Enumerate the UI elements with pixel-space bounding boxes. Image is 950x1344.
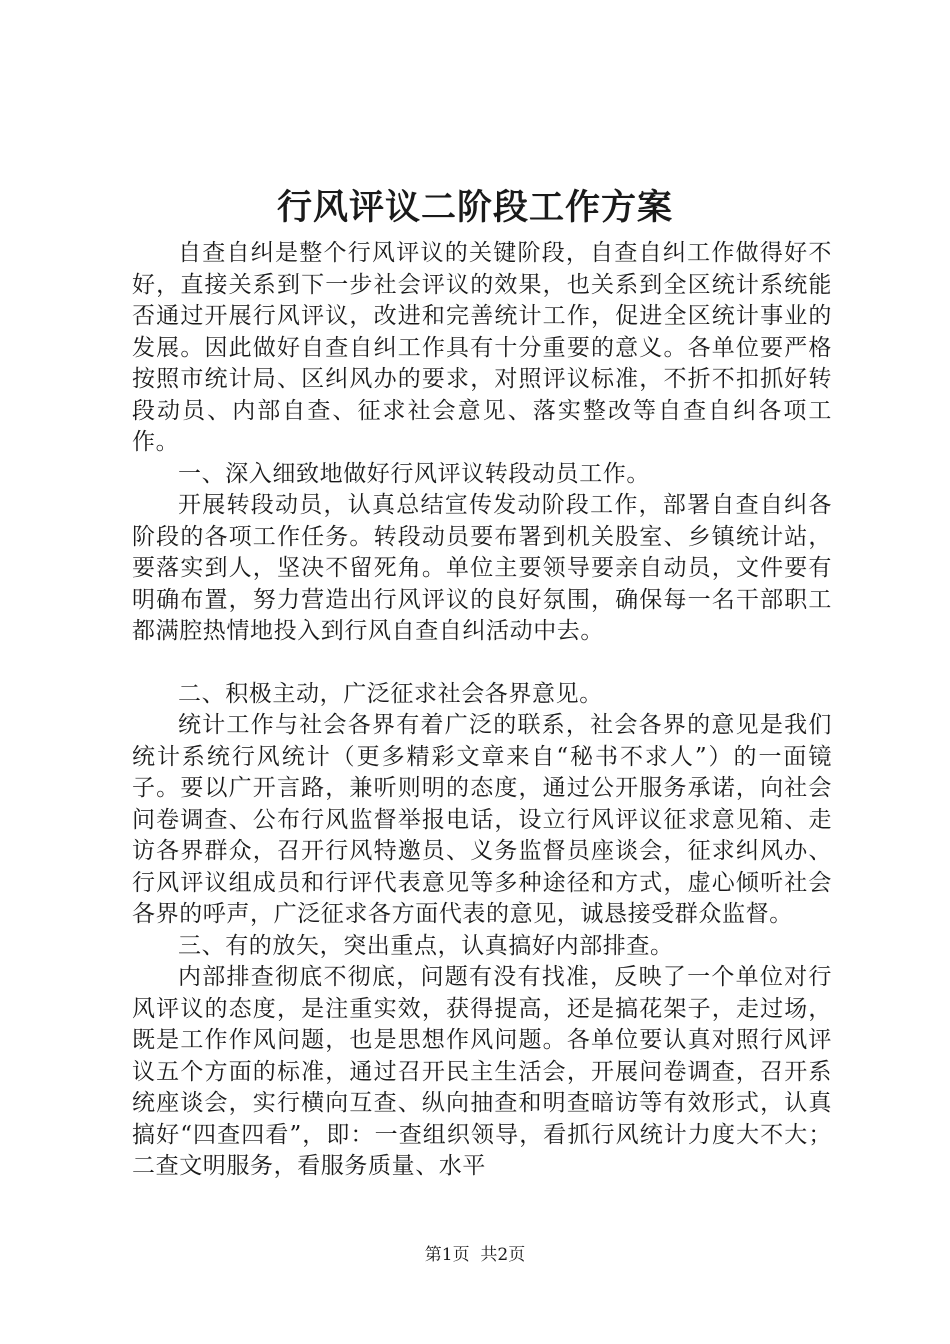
document-title: 行风评议二阶段工作方案 <box>276 187 673 228</box>
section-paragraph-2: 统计工作与社会各界有着广泛的联系，社会各界的意见是我们统计系统行风统计（更多精彩文章来自“秘书不求人”）的一面镜子。要以广开言路，兼听则明的态度，通过公开服务承诺，向社会问卷调查、公布行风监督举报电话，设立行风评议征求意见箱、走访各界群众，召开行风特邀员、义务监督员座谈会，征求纠风办、行风评议组成员和行评代表意见等多种途径和方式，虚心倾听社会各界的呼声，广泛征求各方面代表的意见，诚恳接受群众监督。 <box>132 712 832 927</box>
section-paragraph-3: 内部排查彻底不彻底，问题有没有找准，反映了一个单位对行风评议的态度，是注重实效，获得提高，还是搞花架子，走过场，既是工作作风问题，也是思想作风问题。各单位要认真对照行风评议五个方面的标准，通过召开民主生活会，开展问卷调查，召开系统座谈会，实行横向互查、纵向抽查和明查暗访等有效形式，认真搞好“四查四看”，即：一查组织领导，看抓行风统计力度大不大；二查文明服务，看服务质量、水平 <box>132 964 832 1179</box>
page-number: 第1页 <box>424 1245 470 1265</box>
section-heading-1: 一、深入细致地做好行风评议转段动员工作。 <box>178 460 650 487</box>
intro-paragraph: 自查自纠是整个行风评议的关键阶段，自查自纠工作做得好不好，直接关系到下一步社会评议的效果，也关系到全区统计系统能否通过开展行风评议，改进和完善统计工作，促进全区统计事业的发展。因此做好自查自纠工作具有十分重要的意义。各单位要严格按照市统计局、区纠风办的要求，对照评议标准，不折不扣抓好转段动员、内部自查、征求社会意见、落实整改等自查自纠各项工作。 <box>132 240 832 455</box>
page-total: 共2页 <box>480 1245 526 1265</box>
document-body <box>132 238 832 1183</box>
page-footer <box>0 1244 950 1266</box>
section-heading-3: 三、有的放矢，突出重点，认真搞好内部排查。 <box>178 932 674 959</box>
section-paragraph-1: 开展转段动员，认真总结宣传发动阶段工作，部署自查自纠各阶段的各项工作任务。转段动员要布署到机关股室、乡镇统计站，要落实到人，坚决不留死角。单位主要领导要亲自动员，文件要有明确布置，努力营造出行风评议的良好氛围，确保每一名干部职工都满腔热情地投入到行风自查自纠活动中去。 <box>132 492 832 644</box>
section-heading-2: 二、积极主动，广泛征求社会各界意见。 <box>178 680 603 707</box>
